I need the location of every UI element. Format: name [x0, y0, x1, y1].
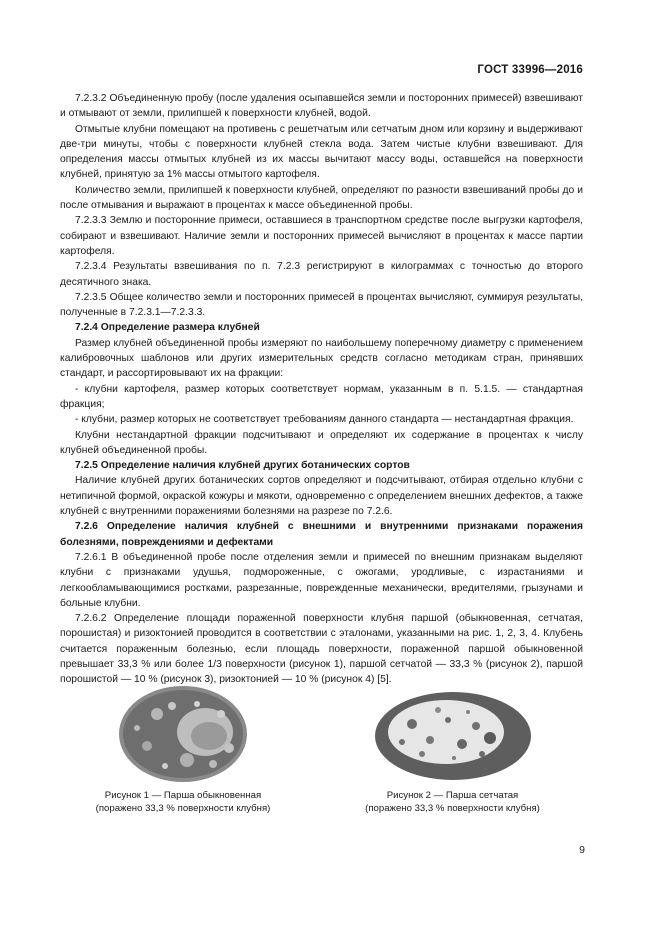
paragraph-soil-quantity: Количество земли, прилипшей к поверхности клубней, определяют по разности взвешиваний пробы до и после отмывания и выражают в процентах к массе объединенной пробы. [60, 184, 583, 212]
list-item-nonstandard-fraction: - клубни, размер которых не соответствует требованиям данного стандарта — нестандартная фракция. [75, 414, 574, 426]
heading-7-2-4: 7.2.4 Определение размера клубней [75, 322, 260, 334]
list-item-standard-fraction: - клубни картофеля, размер которых соответствует нормам, указанным в п. 5.1.5. — стандартная фракция; [60, 383, 583, 410]
figures-row [60, 684, 583, 824]
paragraph-7-2-3-5: 7.2.3.5 Общее количество земли и посторонних примесей в процентах вычисляют, суммируя результаты, полученные в 7.2.3.1—7.2.3.3. [60, 291, 583, 319]
paragraph-7-2-3-2: 7.2.3.2 Объединенную пробу (после удаления осыпавшейся земли и посторонних примесей) взвешивают и отмывают от земли, прилипшей к поверхности клубней, водой. [60, 93, 583, 120]
paragraph-7-2-6-2: 7.2.6.2 Определение площади пораженной поверхности клубня паршой (обыкновенная, сетчатая, порошистая) и ризоктонией проводится в соответствии с эталонами, указанными на рис. 1, 2, 3, 4. Клубень считается пораженным болезнью, если площадь поверхности, пораженной паршой обыкновенной превышает 33,3 % или более 1/3 поверхности (рисунок 1), паршой сетчатой — 33,3 % (рисунок 2), паршой порошистой — 10 % (рисунок 3), ризоктонией — 10 % (рисунок 4) [5]. [60, 613, 583, 686]
figure-1-caption: Рисунок 1 — Парша обыкновенная [104, 790, 262, 801]
paragraph-7-2-3-3: 7.2.3.3 Землю и посторонние примеси, оставшиеся в транспортном средстве после выгрузки картофеля, собирают и взвешивают. Наличие земли и посторонних примесей вычисляют в процентах к массе партии картофеля. [60, 215, 583, 257]
heading-7-2-5: 7.2.5 Определение наличия клубней других ботанических сортов [75, 460, 410, 472]
paragraph-7-2-6-1: 7.2.6.1 В объединенной пробе после отделения земли и примесей по внешним признакам выделяют клубни с признаками удушья, подмороженные, с ожогами, уродливые, с израстаниями и легкообламывающимися ростками, разрезанные, поврежденные механически, вредителями, грызунами и больные клубни. [60, 551, 583, 609]
page-number: 9 [579, 844, 585, 856]
document-code: ГОСТ 33996—2016 [477, 64, 583, 76]
figure-1 [78, 684, 288, 815]
figure-2-subcaption: (поражено 33,3 % поверхности клубня) [365, 802, 540, 814]
tuber-netted-scab-image [372, 684, 534, 784]
paragraph-other-varieties: Наличие клубней других ботанических сортов определяют и подсчитывают, отбирая отдельно клубни с нетипичной формой, окраской кожуры и мякоти, одновременно с определением внешних дефектов, а также клубней с внутренними поражениями болезнями на разрезе по 7.2.6. [60, 475, 583, 518]
heading-7-2-6: 7.2.6 Определение наличия клубней с внешними и внутренними признаками поражения болезнями, повреждениями и дефектами [60, 521, 583, 548]
paragraph-7-2-3-4: 7.2.3.4 Результаты взвешивания по п. 7.2.3 регистрируют в килограммах с точностью до второго десятичного знака. [60, 261, 583, 288]
figure-1-subcaption: (поражено 33,3 % поверхности клубня) [95, 802, 271, 814]
paragraph-nonstandard-count: Клубни нестандартной фракции подсчитывают и определяют их содержание в процентах к числу клубней объединенной пробы. [60, 429, 583, 456]
tuber-common-scab-image [117, 684, 249, 784]
figure-2-caption: Рисунок 2 — Парша сетчатая [386, 790, 519, 801]
paragraph-washed-tubers: Отмытые клубни помещают на противень с решетчатым или сетчатым дном или корзину и выдерживают две-три минуты, чтобы с поверхности клубней стекла вода. Затем чистые клубни взвешивают. Для определения массы отмытых клубней из их массы вычитают массу воды, оставшейся на поверхности клубней, принятую за 1% массы отмытого картофеля. [60, 123, 583, 181]
document-body [60, 91, 583, 688]
figure-2 [345, 684, 560, 815]
paragraph-tuber-size: Размер клубней объединенной пробы измеряют по наибольшему поперечному диаметру с применением калибровочных шаблонов или других измерительных средств согласно методикам стран, принявших стандарт, и рассортировывают их на фракции: [60, 337, 583, 380]
